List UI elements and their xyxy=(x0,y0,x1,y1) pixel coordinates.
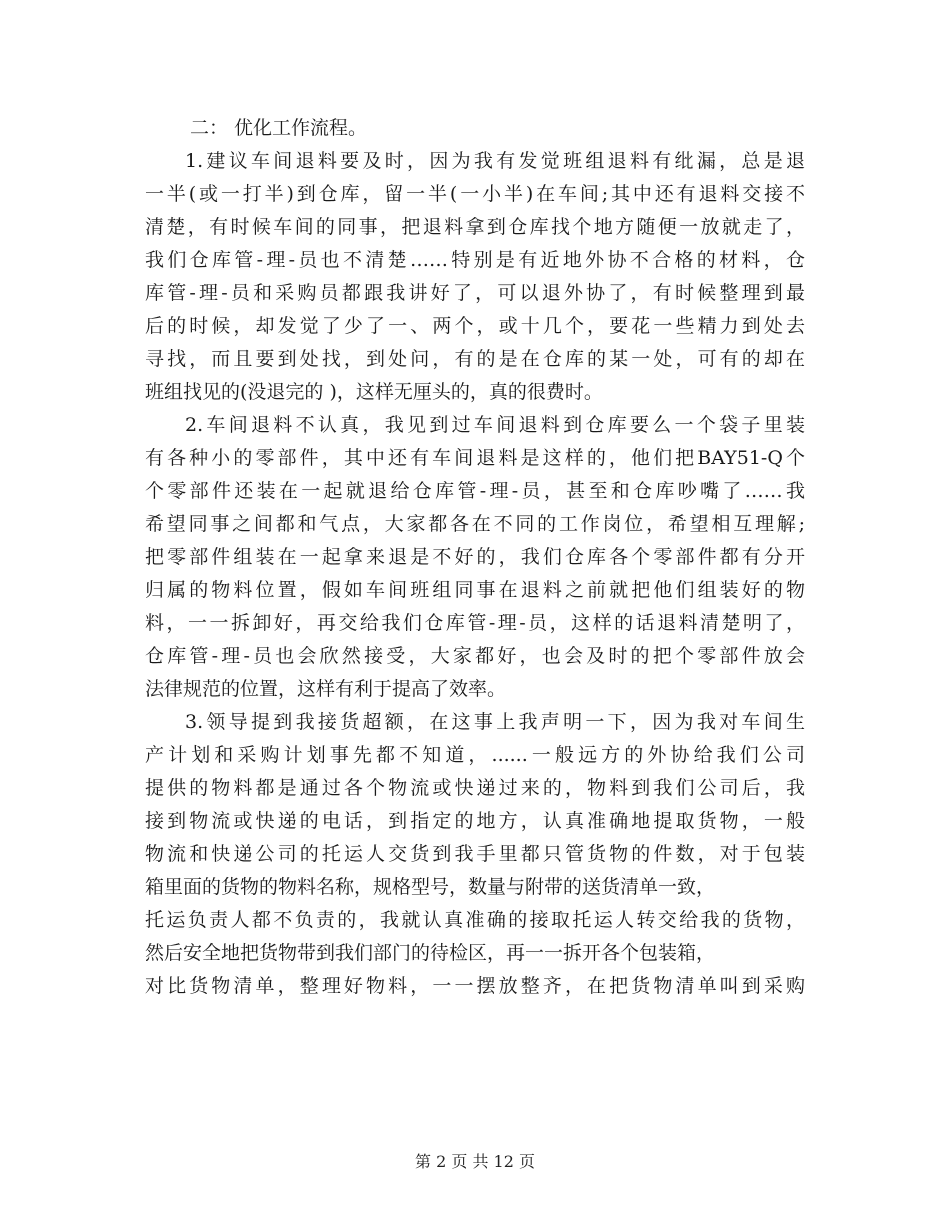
paragraph-2-line: 归属的物料位置，假如车间班组同事在退料之前就把他们组装好的物 xyxy=(145,579,805,601)
document-body xyxy=(145,112,805,1003)
paragraph-1-line: 库管-理-员和采购员都跟我讲好了，可以退外协了，有时候整理到最 xyxy=(145,282,805,304)
paragraph-2-line: 2.车间退料不认真，我见到过车间退料到仓库要么一个袋子里装 xyxy=(185,414,805,436)
paragraph-2-line: 把零部件组装在一起拿来退是不好的，我们仓库各个零部件都有分开 xyxy=(145,546,805,568)
paragraph-3-line: 箱里面的货物的物料名称，规格型号，数量与附带的送货清单一致， xyxy=(145,876,716,898)
paragraph-1-line: 寻找，而且要到处找，到处问，有的是在仓库的某一处，可有的却在 xyxy=(145,348,805,370)
paragraph-3-line: 3.领导提到我接货超额，在这事上我声明一下，因为我对车间生 xyxy=(185,711,805,733)
paragraph-2-line: 仓库管-理-员也会欣然接受，大家都好，也会及时的把个零部件放会 xyxy=(145,645,805,667)
paragraph-1-line: 班组找见的(没退完的 )，这样无厘头的，真的很费时。 xyxy=(145,381,603,403)
paragraph-2-line: 个零部件还装在一起就退给仓库管-理-员，甚至和仓库吵嘴了……我 xyxy=(145,480,805,502)
paragraph-3-line: 物流和快递公司的托运人交货到我手里都只管货物的件数，对于包装 xyxy=(145,843,805,865)
paragraph-3-line: 接到物流或快递的电话，到指定的地方，认真准确地提取货物，一般 xyxy=(145,810,805,832)
paragraph-1-line: 清楚，有时候车间的同事，把退料拿到仓库找个地方随便一放就走了， xyxy=(145,216,805,238)
paragraph-3-line: 提供的物料都是通过各个物流或快递过来的，物料到我们公司后，我 xyxy=(145,777,805,799)
paragraph-2-line: 料，一一拆卸好，再交给我们仓库管-理-员，这样的话退料清楚明了， xyxy=(145,612,805,634)
paragraph-3-line: 然后安全地把货物带到我们部门的待检区，再一一拆开各个包装箱， xyxy=(145,942,716,964)
paragraph-3-line: 对比货物清单，整理好物料，一一摆放整齐，在把货物清单叫到采购 xyxy=(145,975,805,997)
paragraph-3-line: 托运负责人都不负责的，我就认真准确的接取托运人转交给我的货物， xyxy=(145,909,805,931)
paragraph-3-line: 产计划和采购计划事先都不知道，......一般远方的外协给我们公司 xyxy=(145,744,805,766)
paragraph-1-line: 一半(或一打半)到仓库，留一半(一小半)在车间;其中还有退料交接不 xyxy=(145,183,805,205)
paragraph-2-line: 希望同事之间都和气点，大家都各在不同的工作岗位，希望相互理解; xyxy=(145,513,805,535)
paragraph-1-line: 后的时候，却发觉了少了一、两个，或十几个，要花一些精力到处去 xyxy=(145,315,805,337)
paragraph-2-line: 法律规范的位置，这样有利于提高了效率。 xyxy=(145,678,507,700)
paragraph-2-line: 有各种小的零部件，其中还有车间退料是这样的，他们把BAY51-Q个 xyxy=(145,447,805,469)
paragraph-1-line: 1.建议车间退料要及时，因为我有发觉班组退料有纰漏，总是退 xyxy=(185,150,805,172)
page-number-footer: 第 2 页 共 12 页 xyxy=(415,1152,535,1171)
section-heading: 二： 优化工作流程。 xyxy=(190,117,368,139)
paragraph-1-line: 我们仓库管-理-员也不清楚……特别是有近地外协不合格的材料，仓 xyxy=(145,249,805,271)
